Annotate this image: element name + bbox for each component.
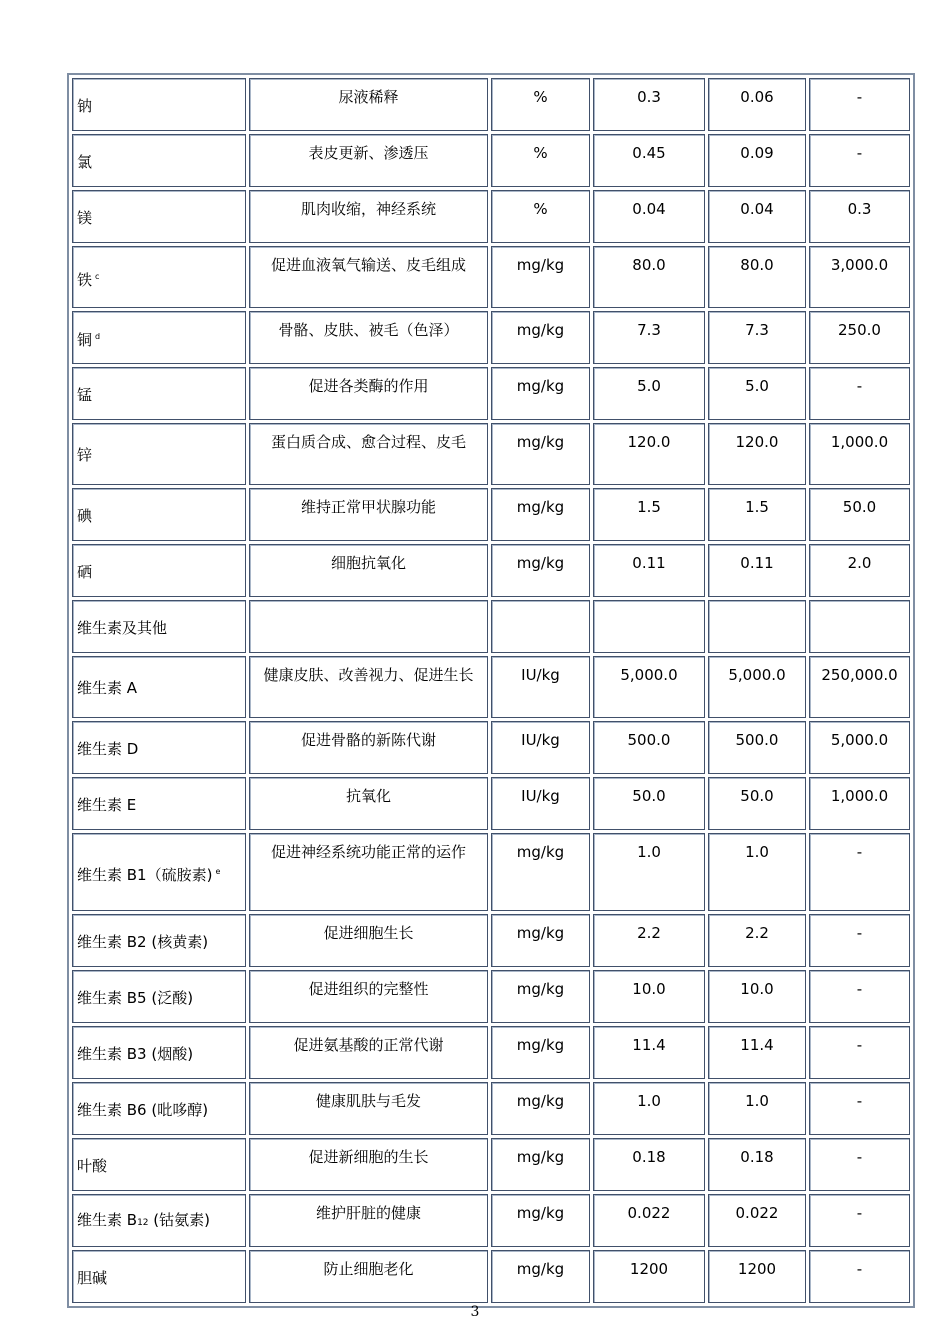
function-cell: 细胞抗氧化 [249, 544, 488, 597]
value-cell-3: - [809, 1026, 910, 1079]
value-cell-3: 250.0 [809, 311, 910, 364]
value-cell-3: 50.0 [809, 488, 910, 541]
function-cell: 促进骨骼的新陈代谢 [249, 721, 488, 774]
unit-cell: IU/kg [491, 777, 590, 830]
value-cell-2: 1.5 [708, 488, 806, 541]
function-cell: 促进血液氧气输送、皮毛组成 [249, 246, 488, 308]
value-cell-2: 500.0 [708, 721, 806, 774]
value-cell-2: 80.0 [708, 246, 806, 308]
table-row [72, 1250, 910, 1303]
function-cell: 尿液稀释 [249, 78, 488, 131]
value-cell-3: - [809, 367, 910, 420]
table-row [72, 423, 910, 485]
function-cell: 骨骼、皮肤、被毛（色泽） [249, 311, 488, 364]
function-cell: 促进氨基酸的正常代谢 [249, 1026, 488, 1079]
page-number: 3 [470, 1304, 480, 1320]
value-cell-2: 11.4 [708, 1026, 806, 1079]
function-cell: 维持正常甲状腺功能 [249, 488, 488, 541]
value-cell-3: - [809, 970, 910, 1023]
function-cell: 促进各类酶的作用 [249, 367, 488, 420]
value-cell-3: - [809, 1082, 910, 1135]
unit-cell: mg/kg [491, 970, 590, 1023]
value-cell-3 [809, 600, 910, 653]
nutrient-name: 胆碱 [77, 1268, 108, 1287]
nutrient-name-cell [72, 1194, 246, 1247]
nutrient-name: 维生素 B2 (核黄素) [77, 932, 209, 951]
unit-cell: mg/kg [491, 1250, 590, 1303]
function-cell: 抗氧化 [249, 777, 488, 830]
value-cell-1: 1.5 [593, 488, 705, 541]
nutrient-name-cell [72, 914, 246, 967]
unit-cell: mg/kg [491, 544, 590, 597]
table-row [72, 190, 910, 243]
unit-cell: mg/kg [491, 1138, 590, 1191]
nutrient-name-cell [72, 246, 246, 308]
value-cell-2: 0.022 [708, 1194, 806, 1247]
table-row [72, 1194, 910, 1247]
function-cell: 促进细胞生长 [249, 914, 488, 967]
value-cell-3: - [809, 1250, 910, 1303]
value-cell-2: 1.0 [708, 833, 806, 911]
value-cell-2: 1200 [708, 1250, 806, 1303]
value-cell-2: 0.11 [708, 544, 806, 597]
table-row [72, 600, 910, 653]
table-row [72, 833, 910, 911]
nutrient-name: 维生素 A [77, 679, 138, 697]
value-cell-1: 80.0 [593, 246, 705, 308]
unit-cell: IU/kg [491, 721, 590, 774]
nutrient-name: 维生素 B6 (吡哆醇) [77, 1100, 209, 1119]
nutrient-name-cell [72, 833, 246, 911]
table-row [72, 656, 910, 718]
unit-cell: mg/kg [491, 488, 590, 541]
value-cell-1: 1.0 [593, 1082, 705, 1135]
nutrient-name: 维生素 B12 (钴氨素) [77, 1211, 210, 1229]
unit-cell [491, 600, 590, 653]
nutrient-name: 铁 [77, 270, 93, 289]
footnote-marker: d [95, 332, 101, 341]
function-cell: 促进神经系统功能正常的运作 [249, 833, 488, 911]
value-cell-2: 5,000.0 [708, 656, 806, 718]
value-cell-3: - [809, 833, 910, 911]
function-cell: 肌肉收缩，神经系统 [249, 190, 488, 243]
function-cell: 促进组织的完整性 [249, 970, 488, 1023]
nutrient-name: 氯 [77, 152, 93, 171]
table-row [72, 970, 910, 1023]
nutrient-name-cell [72, 1082, 246, 1135]
value-cell-3: - [809, 914, 910, 967]
value-cell-2: 0.06 [708, 78, 806, 131]
value-cell-1: 0.04 [593, 190, 705, 243]
table-row [72, 914, 910, 967]
nutrient-name: 钠 [77, 96, 93, 115]
unit-cell: mg/kg [491, 246, 590, 308]
unit-cell: mg/kg [491, 833, 590, 911]
nutrient-name: 碘 [77, 506, 93, 525]
value-cell-1: 0.18 [593, 1138, 705, 1191]
value-cell-3: 0.3 [809, 190, 910, 243]
value-cell-1: 2.2 [593, 914, 705, 967]
nutrient-name: 维生素 B3 (烟酸) [77, 1044, 194, 1063]
nutrient-name-cell [72, 1026, 246, 1079]
function-cell: 健康肌肤与毛发 [249, 1082, 488, 1135]
nutrient-name-cell [72, 134, 246, 187]
table-row [72, 246, 910, 308]
value-cell-3: 3,000.0 [809, 246, 910, 308]
table-row [72, 488, 910, 541]
value-cell-1: 50.0 [593, 777, 705, 830]
subscript-text: 12 [137, 1218, 149, 1228]
table-row [72, 1082, 910, 1135]
value-cell-2 [708, 600, 806, 653]
function-cell: 防止细胞老化 [249, 1250, 488, 1303]
function-cell: 蛋白质合成、愈合过程、皮毛 [249, 423, 488, 485]
table-row [72, 777, 910, 830]
value-cell-2: 7.3 [708, 311, 806, 364]
table-row [72, 367, 910, 420]
unit-cell: mg/kg [491, 367, 590, 420]
nutrient-name: 维生素 B1（硫胺素) [77, 865, 213, 884]
value-cell-3: - [809, 1194, 910, 1247]
nutrient-name: 维生素 B5 (泛酸) [77, 988, 194, 1007]
nutrient-name-cell [72, 423, 246, 485]
value-cell-3: 1,000.0 [809, 777, 910, 830]
value-cell-3: 5,000.0 [809, 721, 910, 774]
value-cell-2: 5.0 [708, 367, 806, 420]
nutrient-name-cell [72, 190, 246, 243]
nutrient-name-cell [72, 600, 246, 653]
nutrient-name-cell [72, 367, 246, 420]
value-cell-1: 1200 [593, 1250, 705, 1303]
unit-cell: mg/kg [491, 311, 590, 364]
value-cell-1: 0.45 [593, 134, 705, 187]
nutrient-table [67, 73, 915, 1308]
value-cell-1: 120.0 [593, 423, 705, 485]
nutrient-name: 锰 [77, 385, 93, 404]
table-row [72, 1138, 910, 1191]
nutrient-name-cell [72, 721, 246, 774]
function-cell: 健康皮肤、改善视力、促进生长 [249, 656, 488, 718]
value-cell-1: 500.0 [593, 721, 705, 774]
nutrient-name-cell [72, 970, 246, 1023]
nutrient-name: 锌 [77, 446, 93, 464]
nutrient-name-cell [72, 544, 246, 597]
nutrient-name-cell [72, 1138, 246, 1191]
value-cell-2: 0.18 [708, 1138, 806, 1191]
footnote-marker: c [95, 271, 100, 281]
value-cell-1: 1.0 [593, 833, 705, 911]
value-cell-1: 10.0 [593, 970, 705, 1023]
unit-cell: % [491, 134, 590, 187]
table-row [72, 311, 910, 364]
function-cell: 促进新细胞的生长 [249, 1138, 488, 1191]
table-row [72, 721, 910, 774]
value-cell-2: 10.0 [708, 970, 806, 1023]
unit-cell: % [491, 78, 590, 131]
value-cell-2: 120.0 [708, 423, 806, 485]
value-cell-1: 5,000.0 [593, 656, 705, 718]
unit-cell: mg/kg [491, 1194, 590, 1247]
value-cell-1: 11.4 [593, 1026, 705, 1079]
unit-cell: mg/kg [491, 1082, 590, 1135]
value-cell-3: - [809, 78, 910, 131]
unit-cell: mg/kg [491, 1026, 590, 1079]
value-cell-3: 2.0 [809, 544, 910, 597]
table-row [72, 78, 910, 131]
footnote-marker: e [215, 866, 221, 876]
nutrient-name: 叶酸 [77, 1156, 108, 1175]
function-cell [249, 600, 488, 653]
table-row [72, 544, 910, 597]
nutrient-name-cell [72, 78, 246, 131]
nutrient-name: 维生素 E [77, 795, 137, 814]
value-cell-2: 2.2 [708, 914, 806, 967]
table-body [72, 78, 910, 1303]
nutrient-name-cell [72, 777, 246, 830]
value-cell-1: 0.3 [593, 78, 705, 131]
value-cell-1: 0.11 [593, 544, 705, 597]
value-cell-3: 1,000.0 [809, 423, 910, 485]
function-cell: 维护肝脏的健康 [249, 1194, 488, 1247]
value-cell-2: 50.0 [708, 777, 806, 830]
nutrient-name-cell [72, 311, 246, 364]
table-row [72, 134, 910, 187]
nutrient-name: 硒 [77, 562, 93, 581]
value-cell-3: - [809, 134, 910, 187]
value-cell-1: 5.0 [593, 367, 705, 420]
nutrient-name-cell [72, 656, 246, 718]
nutrient-name-cell [72, 488, 246, 541]
value-cell-1: 0.022 [593, 1194, 705, 1247]
nutrient-name: 维生素 D [77, 739, 139, 758]
value-cell-2: 0.04 [708, 190, 806, 243]
value-cell-2: 0.09 [708, 134, 806, 187]
value-cell-3: 250,000.0 [809, 656, 910, 718]
nutrient-name: 维生素及其他 [77, 618, 168, 637]
value-cell-3: - [809, 1138, 910, 1191]
nutrient-name: 镁 [77, 208, 93, 227]
function-cell: 表皮更新、渗透压 [249, 134, 488, 187]
value-cell-2: 1.0 [708, 1082, 806, 1135]
unit-cell: % [491, 190, 590, 243]
unit-cell: IU/kg [491, 656, 590, 718]
nutrient-name-cell [72, 1250, 246, 1303]
table-row [72, 1026, 910, 1079]
value-cell-1 [593, 600, 705, 653]
unit-cell: mg/kg [491, 914, 590, 967]
unit-cell: mg/kg [491, 423, 590, 485]
value-cell-1: 7.3 [593, 311, 705, 364]
nutrient-name: 铜 [77, 331, 93, 349]
